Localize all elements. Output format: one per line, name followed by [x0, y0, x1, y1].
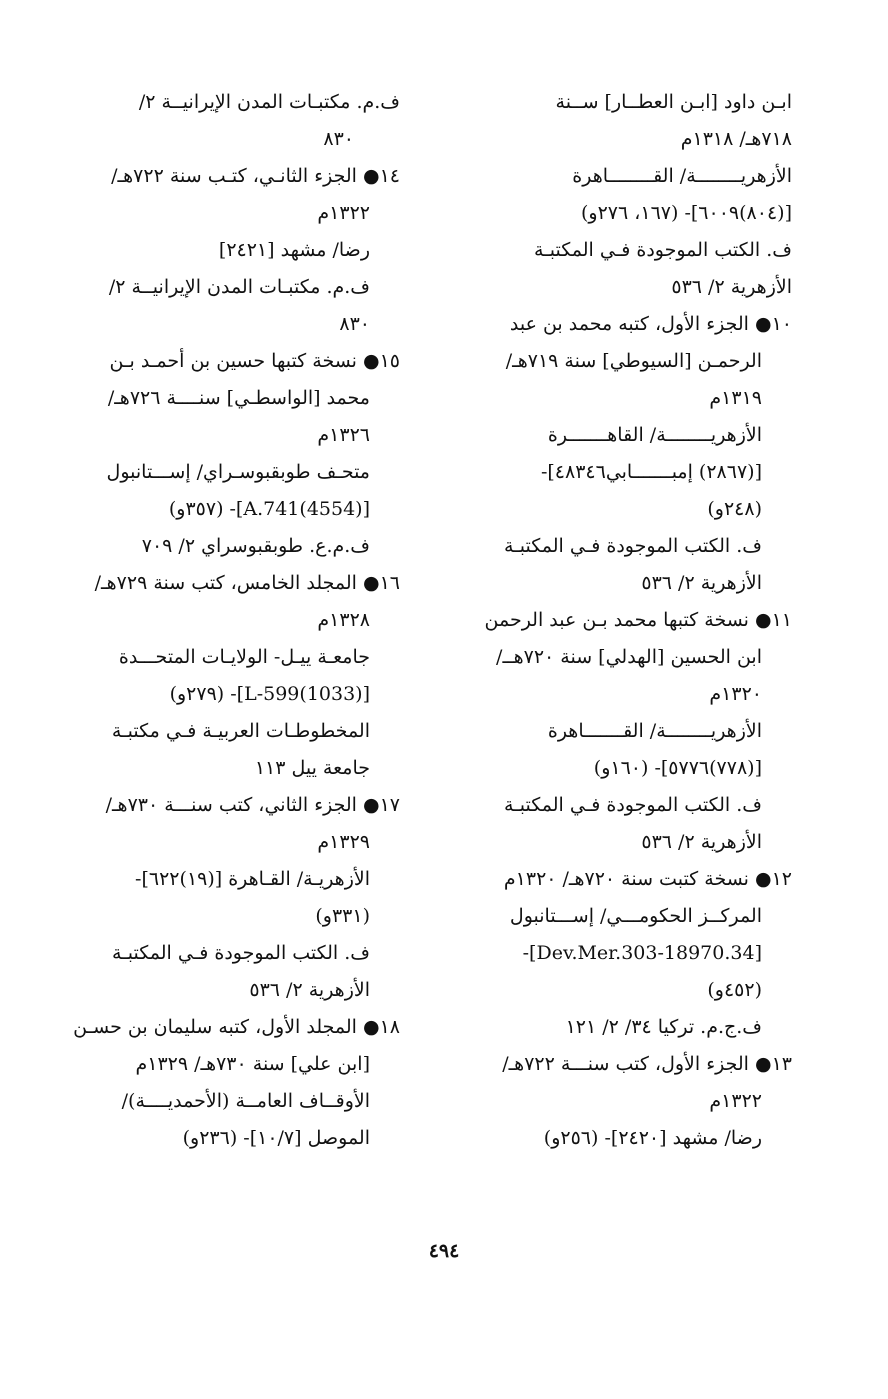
- entry-line: (٣٣١و): [315, 905, 370, 927]
- entry-line: الأزهريــــــــة/ القــــــــاهرة: [572, 165, 792, 187]
- entry-line: ابن الحسين [الهدلي] سنة ٧٢٠هــ/: [496, 646, 762, 668]
- entry-line: ف.م. مكتبـات المدن الإيرانيــة ٢/: [138, 91, 400, 113]
- entry-line: ١٧● الجزء الثاني، كتب سنـــة ٧٣٠هـ/: [105, 794, 400, 816]
- entry-line: ف. الكتب الموجودة فـي المكتبـة: [534, 239, 792, 261]
- entry-line: جامعة ييل ١١٣: [254, 757, 370, 779]
- entry-line: ١٣٢٠م: [709, 683, 762, 705]
- entry-line: [ابن علي] سنة ٧٣٠هـ/ ١٣٢٩م: [135, 1053, 370, 1075]
- entry-line: (٤٥٢و): [707, 979, 762, 1001]
- catalog-entry: [52, 1009, 400, 1157]
- entry-line: ١٢● نسخة كتبت سنة ٧٢٠هـ/ ١٣٢٠م: [503, 868, 792, 890]
- entry-line: رضا/ مشهد [٢٤٢١]: [218, 239, 370, 261]
- entry-line: ١٣٢٦م: [317, 424, 370, 446]
- entry-line: رضا/ مشهد [٢٤٢٠]- (٢٥٦و): [543, 1127, 762, 1149]
- entry-line: ١٣٢٢م: [317, 202, 370, 224]
- entry-line: ٨٣٠: [339, 313, 370, 335]
- entry-line: الأزهريــــــــة/ القـــــــاهرة: [547, 720, 762, 742]
- entry-line: الأزهرية ٢/ ٥٣٦: [671, 276, 792, 298]
- entry-line: ف. الكتب الموجودة فـي المكتبـة: [112, 942, 370, 964]
- entry-line: ف. الكتب الموجودة فـي المكتبـة: [504, 794, 762, 816]
- entry-line: الموصل [١٠/٧]- (٢٣٦و): [182, 1127, 370, 1149]
- entry-line: ف.م.ع. طوبقبوسراي ٢/ ٧٠٩: [141, 535, 370, 557]
- entry-line: ١٤● الجزء الثانـي، كتـب سنة ٧٢٢هـ/: [111, 165, 400, 187]
- right-column: [440, 84, 792, 1157]
- entry-line: محمد [الواسطـي] سنــــة ٧٢٦هـ/: [107, 387, 370, 409]
- catalog-entry: [52, 158, 400, 343]
- catalog-entry: [52, 343, 400, 565]
- entry-line: المركــز الحكومـــي/ إســـتانبول: [509, 905, 762, 927]
- catalog-entry: [52, 84, 400, 158]
- entry-line: ١٣٢٢م: [709, 1090, 762, 1112]
- entry-line: [(4554)A.741]- (٣٥٧و): [168, 498, 370, 520]
- entry-line: الأوقــاف العامــة (الأحمديــــة)/: [121, 1090, 370, 1112]
- catalog-entry: [52, 565, 400, 787]
- entry-line: ابـن داود [ابـن العطــار] ســنة: [555, 91, 792, 113]
- entry-line: ١٣٢٩م: [317, 831, 370, 853]
- entry-line: الأزهريـة/ القـاهرة [(١٩)٦٢٢]-: [135, 868, 370, 890]
- entry-line: الأزهريــــــــة/ القاهـــــــرة: [547, 424, 762, 446]
- entry-line: ٨٣٠: [323, 128, 354, 150]
- page-number: ٤٩٤: [428, 1240, 460, 1262]
- catalog-entry: [440, 306, 792, 602]
- entry-line: الأزهرية ٢/ ٥٣٦: [641, 831, 762, 853]
- left-column: [52, 84, 400, 1157]
- entry-line: (٢٤٨و): [707, 498, 762, 520]
- entry-line: ١٣● الجزء الأول، كتب سنـــة ٧٢٢هـ/: [502, 1053, 792, 1075]
- entry-line: ١١● نسخة كتبها محمد بـن عبد الرحمن: [484, 609, 792, 631]
- entry-line: [34.Dev.Mer.303-18970]-: [522, 942, 762, 964]
- entry-line: [(٧٧٨)٥٧٧٦]- (١٦٠و): [593, 757, 762, 779]
- entry-line: [(٨٠٤)٦٠٠٩]- (١٦٧، ٢٧٦و): [580, 202, 792, 224]
- catalog-entry: [440, 602, 792, 861]
- entry-line: ف.م. مكتبـات المدن الإيرانيــة ٢/: [108, 276, 370, 298]
- entry-line: الأزهرية ٢/ ٥٣٦: [249, 979, 370, 1001]
- entry-line: ١٣٢٨م: [317, 609, 370, 631]
- entry-line: ف.ج.م. تركيا ٣٤/ ٢/ ١٢١: [565, 1016, 762, 1038]
- entry-line: ٧١٨هـ/ ١٣١٨م: [680, 128, 792, 150]
- entry-line: [(٢٨٦٧) إمبـــــــابي٤٨٣٤٦]-: [540, 461, 762, 483]
- entry-line: ف. الكتب الموجودة فـي المكتبـة: [504, 535, 762, 557]
- entry-line: ١٣١٩م: [709, 387, 762, 409]
- entry-line: جامعـة ييـل- الولايـات المتحـــدة: [118, 646, 370, 668]
- entry-line: المخطوطـات العربيـة فـي مكتبـة: [111, 720, 370, 742]
- entry-line: ١٠● الجزء الأول، كتبه محمد بن عبد: [509, 313, 792, 335]
- catalog-entry: [440, 1046, 792, 1157]
- catalog-entry: [440, 861, 792, 1046]
- catalog-entry: [52, 787, 400, 1009]
- entry-line: الأزهرية ٢/ ٥٣٦: [641, 572, 762, 594]
- entry-line: [(1033)L-599]- (٢٧٩و): [169, 683, 370, 705]
- entry-line: متحـف طوبقبوسـراي/ إســـتانبول: [106, 461, 370, 483]
- entry-line: ١٨● المجلد الأول، كتبه سليمان بن حسـن: [73, 1016, 400, 1038]
- entry-line: ١٥● نسخة كتبها حسين بن أحمـد بـن: [109, 350, 400, 372]
- catalog-entry: [440, 84, 792, 306]
- entry-line: ١٦● المجلد الخامس، كتب سنة ٧٢٩هـ/: [94, 572, 400, 594]
- entry-line: الرحمـن [السيوطي] سنة ٧١٩هـ/: [505, 350, 762, 372]
